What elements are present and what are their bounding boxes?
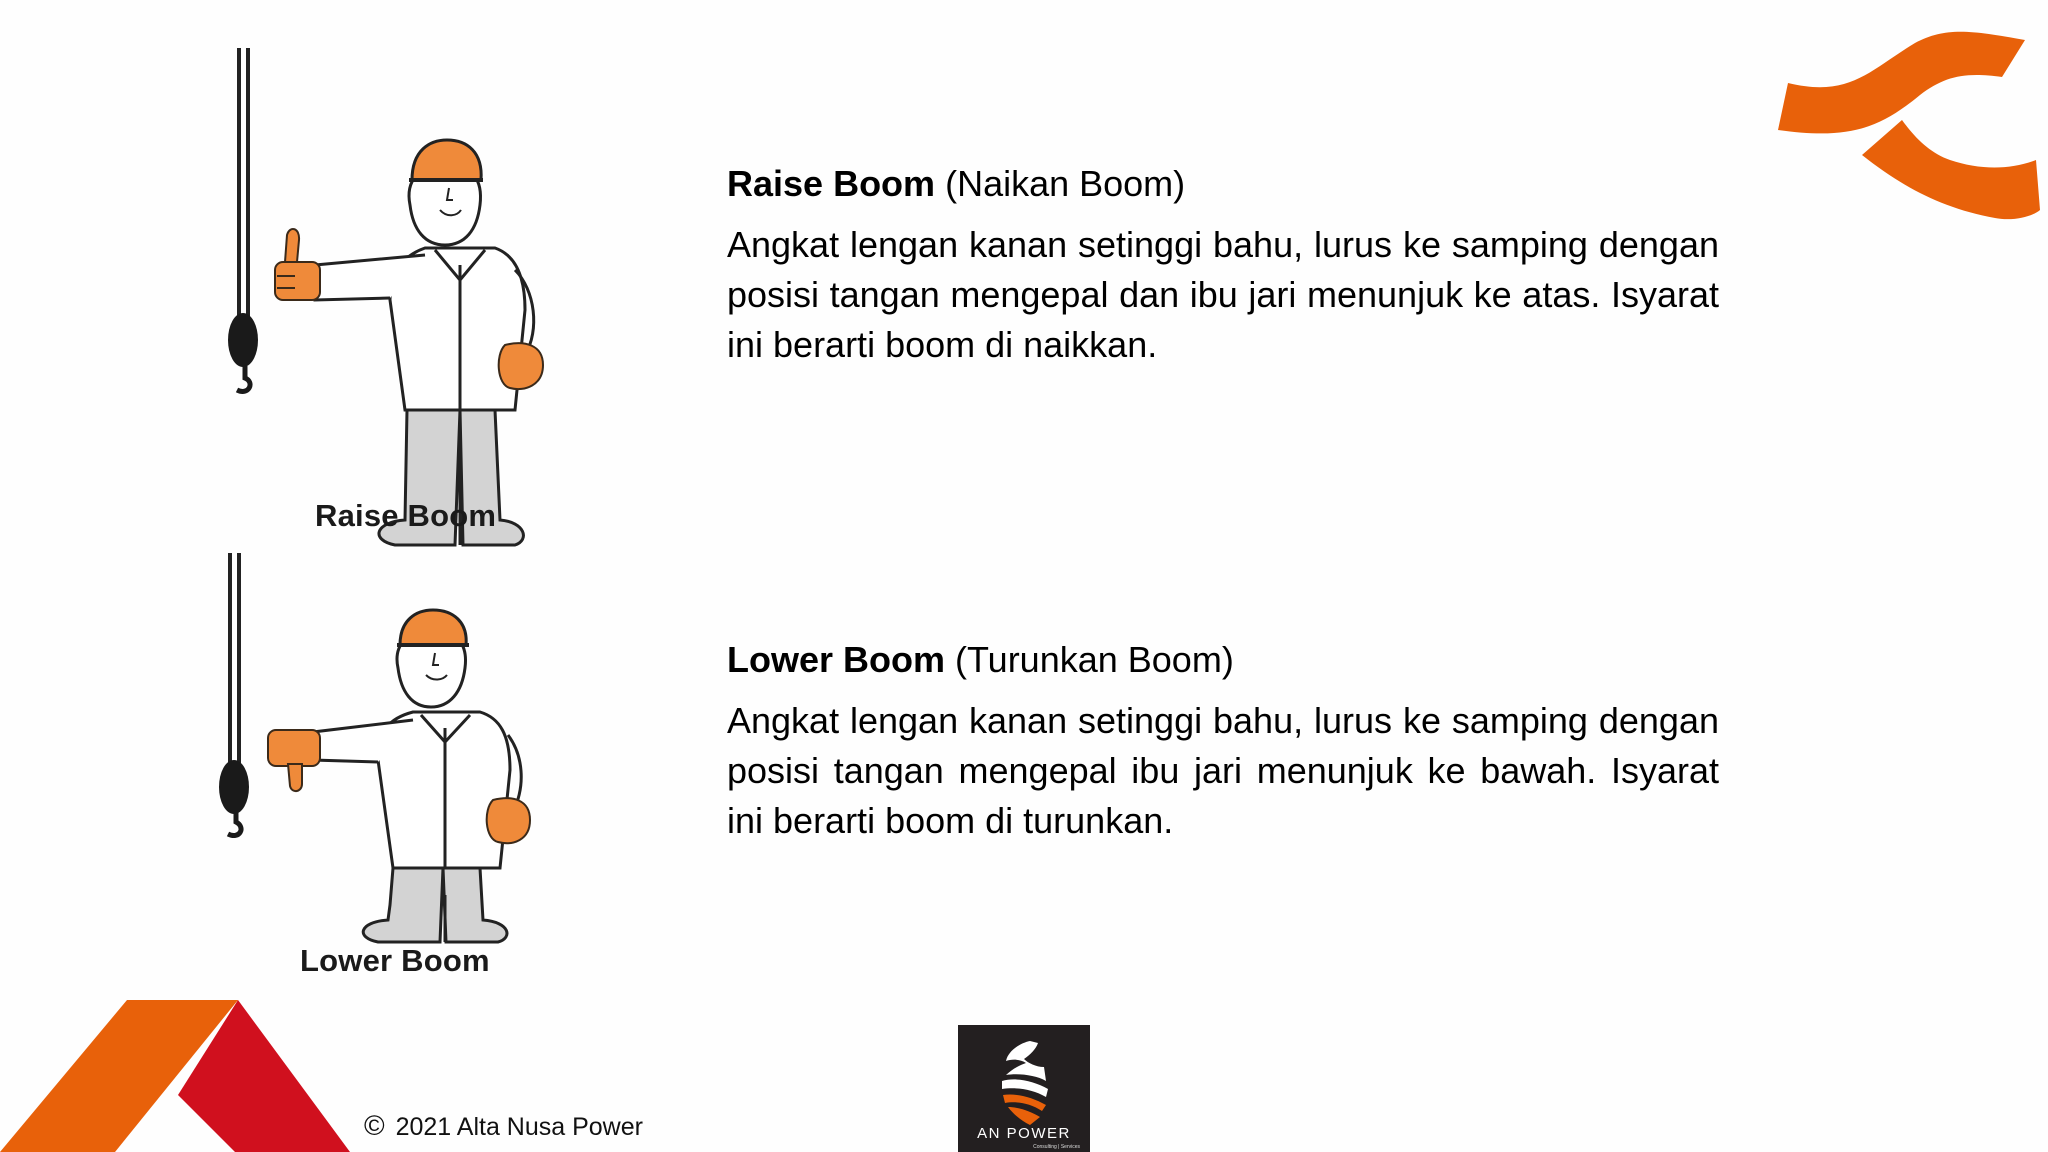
copyright-text: 2021 Alta Nusa Power [395, 1113, 643, 1141]
crane-hook-icon [219, 553, 249, 836]
an-power-logo [958, 1025, 1090, 1152]
lower-boom-title: Lower Boom [727, 639, 946, 680]
raise-boom-description: Angkat lengan kanan setinggi bahu, lurus ke samping dengan posisi tangan mengepal dan ibu jari menunjuk ke atas. Isyarat ini berarti boom di naikkan. [727, 224, 1719, 365]
lower-boom-heading [727, 638, 1719, 682]
thumb-down-glove [268, 730, 320, 791]
an-power-logo-tagline: Consulting | Services [1033, 1144, 1080, 1150]
raise-boom-figure-label: Raise Boom [315, 498, 497, 533]
raise-boom-heading [727, 162, 1719, 206]
an-power-logo-name: AN POWER [977, 1125, 1071, 1142]
worker-figure [315, 140, 534, 545]
lower-boom-section [727, 638, 1719, 846]
crane-hook-icon [228, 48, 258, 391]
lower-boom-figure [218, 550, 548, 990]
raise-boom-figure [225, 40, 555, 540]
resting-glove [499, 343, 543, 389]
resting-glove [487, 798, 530, 843]
raise-boom-title: Raise Boom [727, 163, 936, 204]
copyright-symbol: © [364, 1110, 385, 1141]
worker-figure [313, 610, 521, 942]
lower-boom-description: Angkat lengan kanan setinggi bahu, lurus ke samping dengan posisi tangan mengepal ibu jari menunjuk ke bawah. Isyarat ini berarti boom di turunkan. [727, 700, 1719, 841]
lower-boom-illustration [218, 550, 548, 990]
raise-boom-section [727, 162, 1719, 370]
brand-swoosh-logo [1740, 10, 2040, 230]
an-power-shield-icon [990, 1037, 1060, 1127]
lower-boom-translation: (Turunkan Boom) [955, 639, 1234, 680]
copyright-notice [364, 1110, 643, 1142]
raise-boom-illustration [225, 40, 555, 540]
raise-boom-translation: (Naikan Boom) [945, 163, 1186, 204]
lower-boom-figure-label: Lower Boom [300, 943, 490, 978]
thumb-up-glove [275, 229, 320, 300]
brand-a-shape-logo [0, 1000, 360, 1152]
